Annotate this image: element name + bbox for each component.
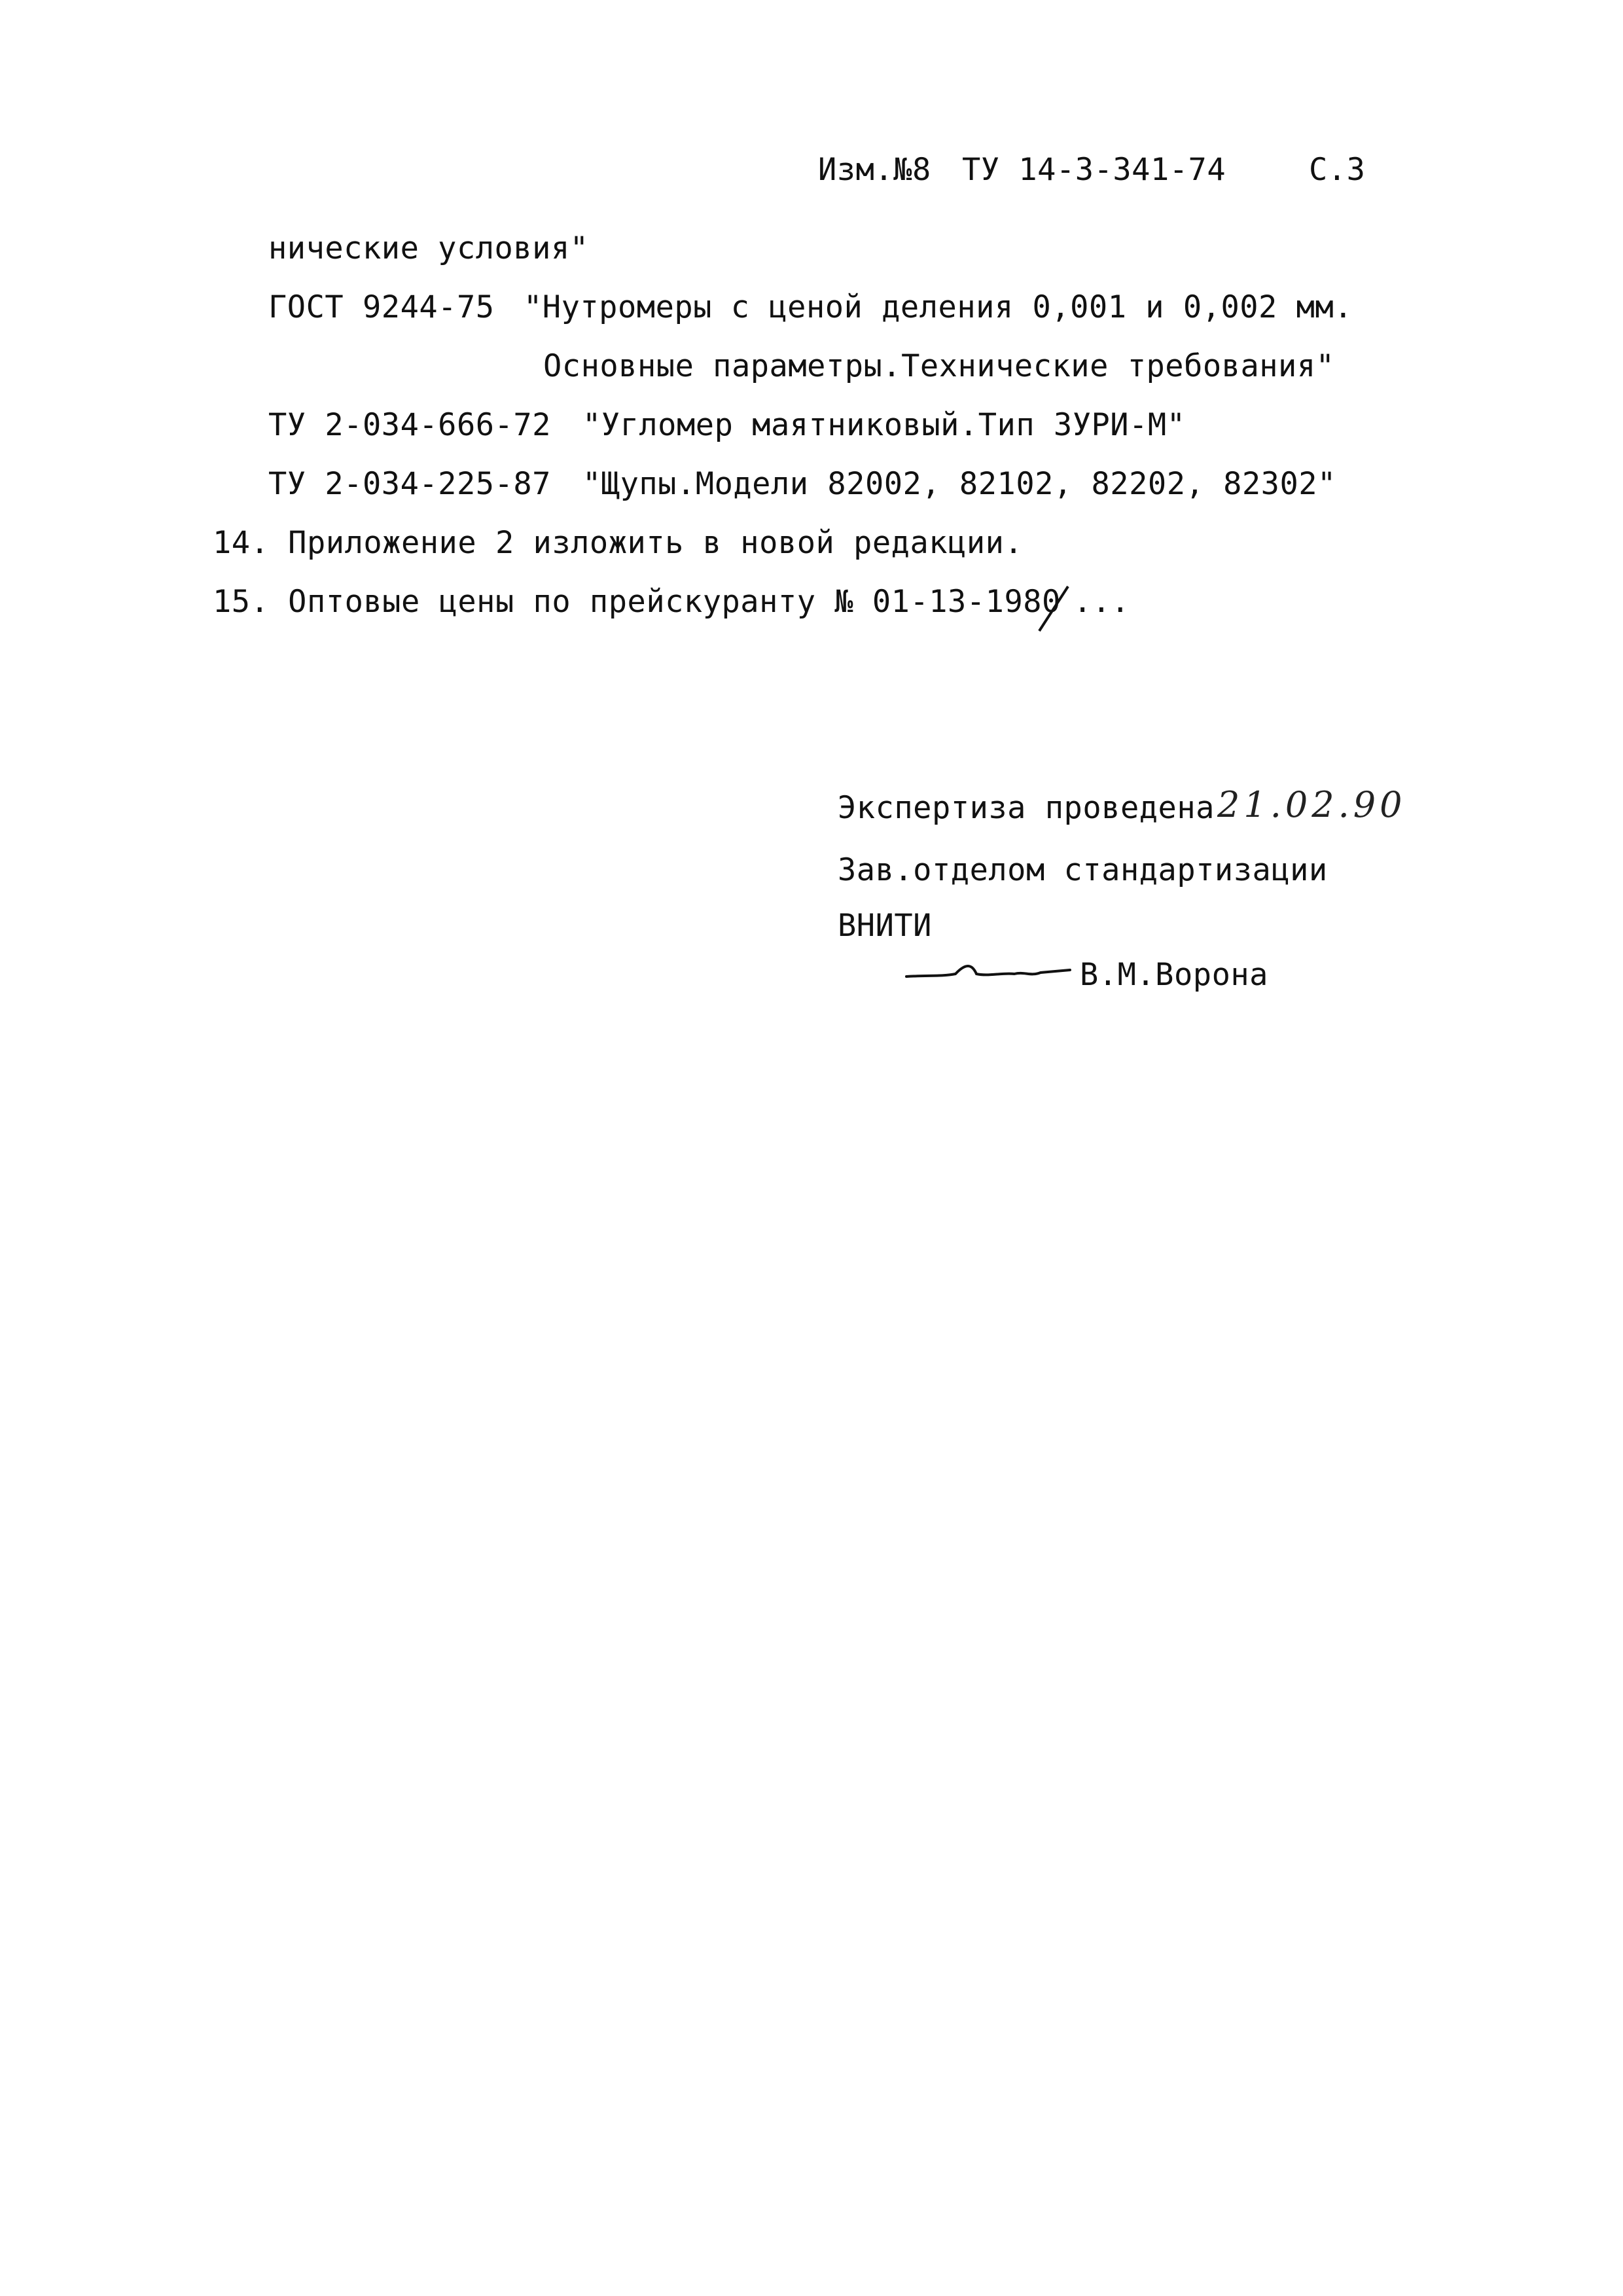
page-number: С.3	[1309, 152, 1366, 188]
handwritten-signature	[903, 957, 1073, 990]
tu-title-2: "Щупы.Модели 82002, 82102, 82202, 82302"	[582, 466, 1336, 502]
expertise-label: Экспертиза проведена	[838, 790, 1215, 826]
line-continuation: нические условия"	[268, 230, 589, 266]
expertise-date: 21.02.90	[1217, 784, 1406, 825]
change-number: Изм.№8	[818, 152, 931, 188]
item-15-ellipsis: ...	[1073, 584, 1130, 620]
tu-code-2: ТУ 2-034-225-87	[268, 466, 551, 502]
slash-mark	[1034, 583, 1073, 635]
item-14: 14. Приложение 2 изложить в новой редакции.	[213, 525, 1024, 561]
position-label: Зав.отделом стандартизации	[838, 852, 1328, 888]
tu-code-1: ТУ 2-034-666-72	[268, 407, 551, 443]
item-15: 15. Оптовые цены по прейскуранту № 01-13-1980	[213, 584, 1061, 620]
gost-title-cont: Основные параметры.Технические требования"	[543, 348, 1335, 384]
gost-code: ГОСТ 9244-75	[268, 289, 495, 325]
document-number: ТУ 14-3-341-74	[962, 152, 1226, 188]
signer-name: В.М.Ворона	[1080, 957, 1268, 993]
gost-title: "Нутромеры с ценой деления 0,001 и 0,002 мм.	[524, 289, 1353, 325]
organization: ВНИТИ	[838, 908, 932, 944]
tu-title-1: "Угломер маятниковый.Тип 3УРИ-М"	[582, 407, 1186, 443]
